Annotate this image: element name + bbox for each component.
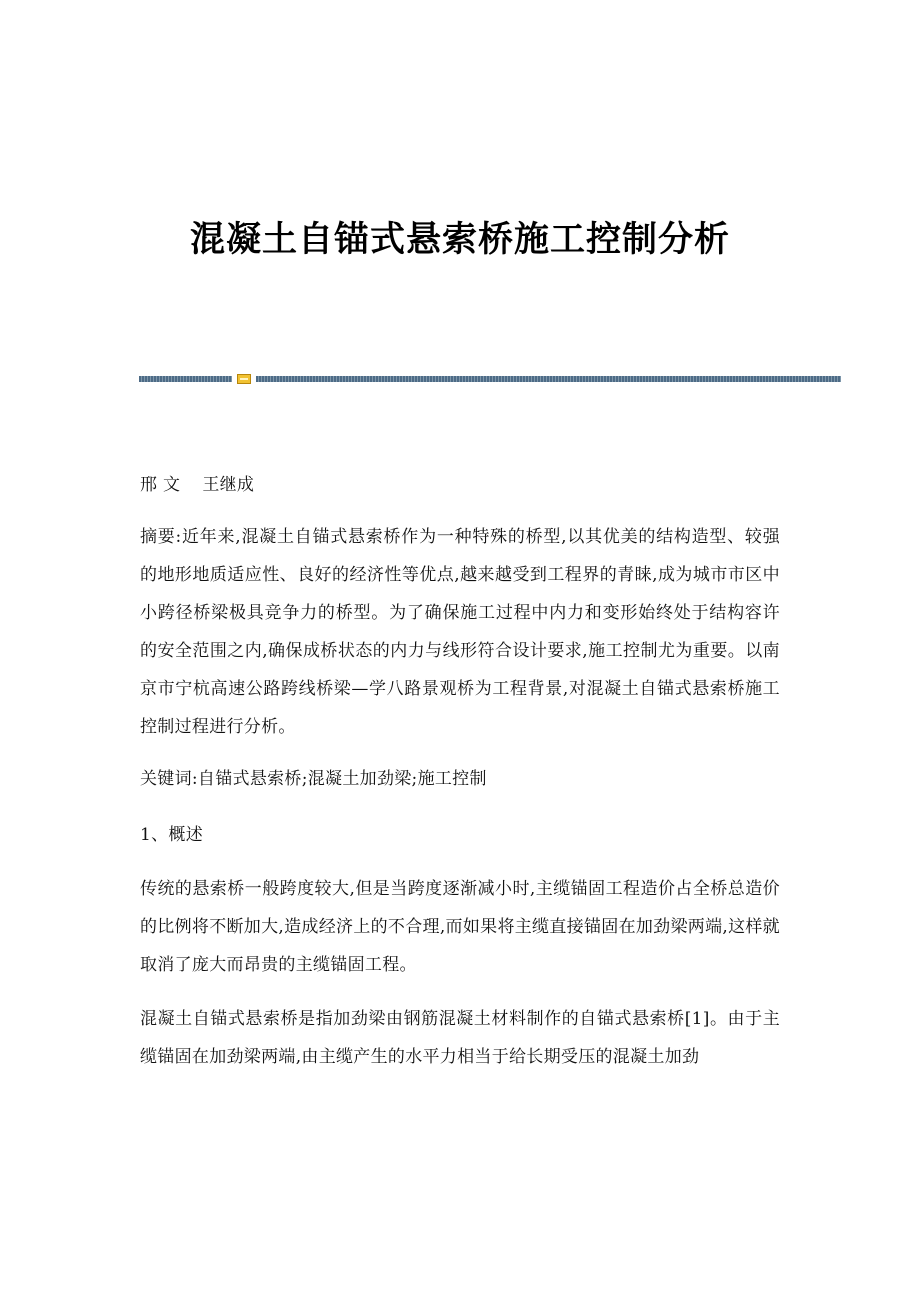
divider-ornament-icon [237,374,251,384]
divider-bar-right [256,376,841,382]
keywords: 关键词:自锚式悬索桥;混凝土加劲梁;施工控制 [140,769,487,789]
title-divider [139,374,841,384]
body-paragraph: 混凝土自锚式悬索桥是指加劲梁由钢筋混凝土材料制作的自锚式悬索桥[1]。由于主缆锚固在加劲梁两端,由主缆产生的水平力相当于给长期受压的混凝土加劲 [140,1009,780,1067]
document-body [140,466,780,1076]
author-name: 邢 文 [140,475,181,495]
author-line [140,466,780,504]
document-title: 混凝土自锚式悬索桥施工控制分析 [189,220,730,260]
author-name: 王继成 [202,475,255,495]
divider-bar-left [139,376,232,382]
section-heading: 1、概述 [140,825,204,845]
abstract: 摘要:近年来,混凝土自锚式悬索桥作为一种特殊的桥型,以其优美的结构造型、较强的地形地质适应性、良好的经济性等优点,越来越受到工程界的青睐,成为城市市区中小跨径桥梁极具竞争力的桥型。为了确保施工过程中内力和变形始终处于结构容许的安全范围之内,确保成桥状态的内力与线形符合设计要求,施工控制尤为重要。以南京市宁杭高速公路跨线桥梁—学八路景观桥为工程背景,对混凝土自锚式悬索桥施工控制过程进行分析。 [140,527,780,737]
body-paragraph: 传统的悬索桥一般跨度较大,但是当跨度逐渐减小时,主缆锚固工程造价占全桥总造价的比例将不断加大,造成经济上的不合理,而如果将主缆直接锚固在加劲梁两端,这样就取消了庞大而昂贵的主缆锚固工程。 [140,879,780,975]
